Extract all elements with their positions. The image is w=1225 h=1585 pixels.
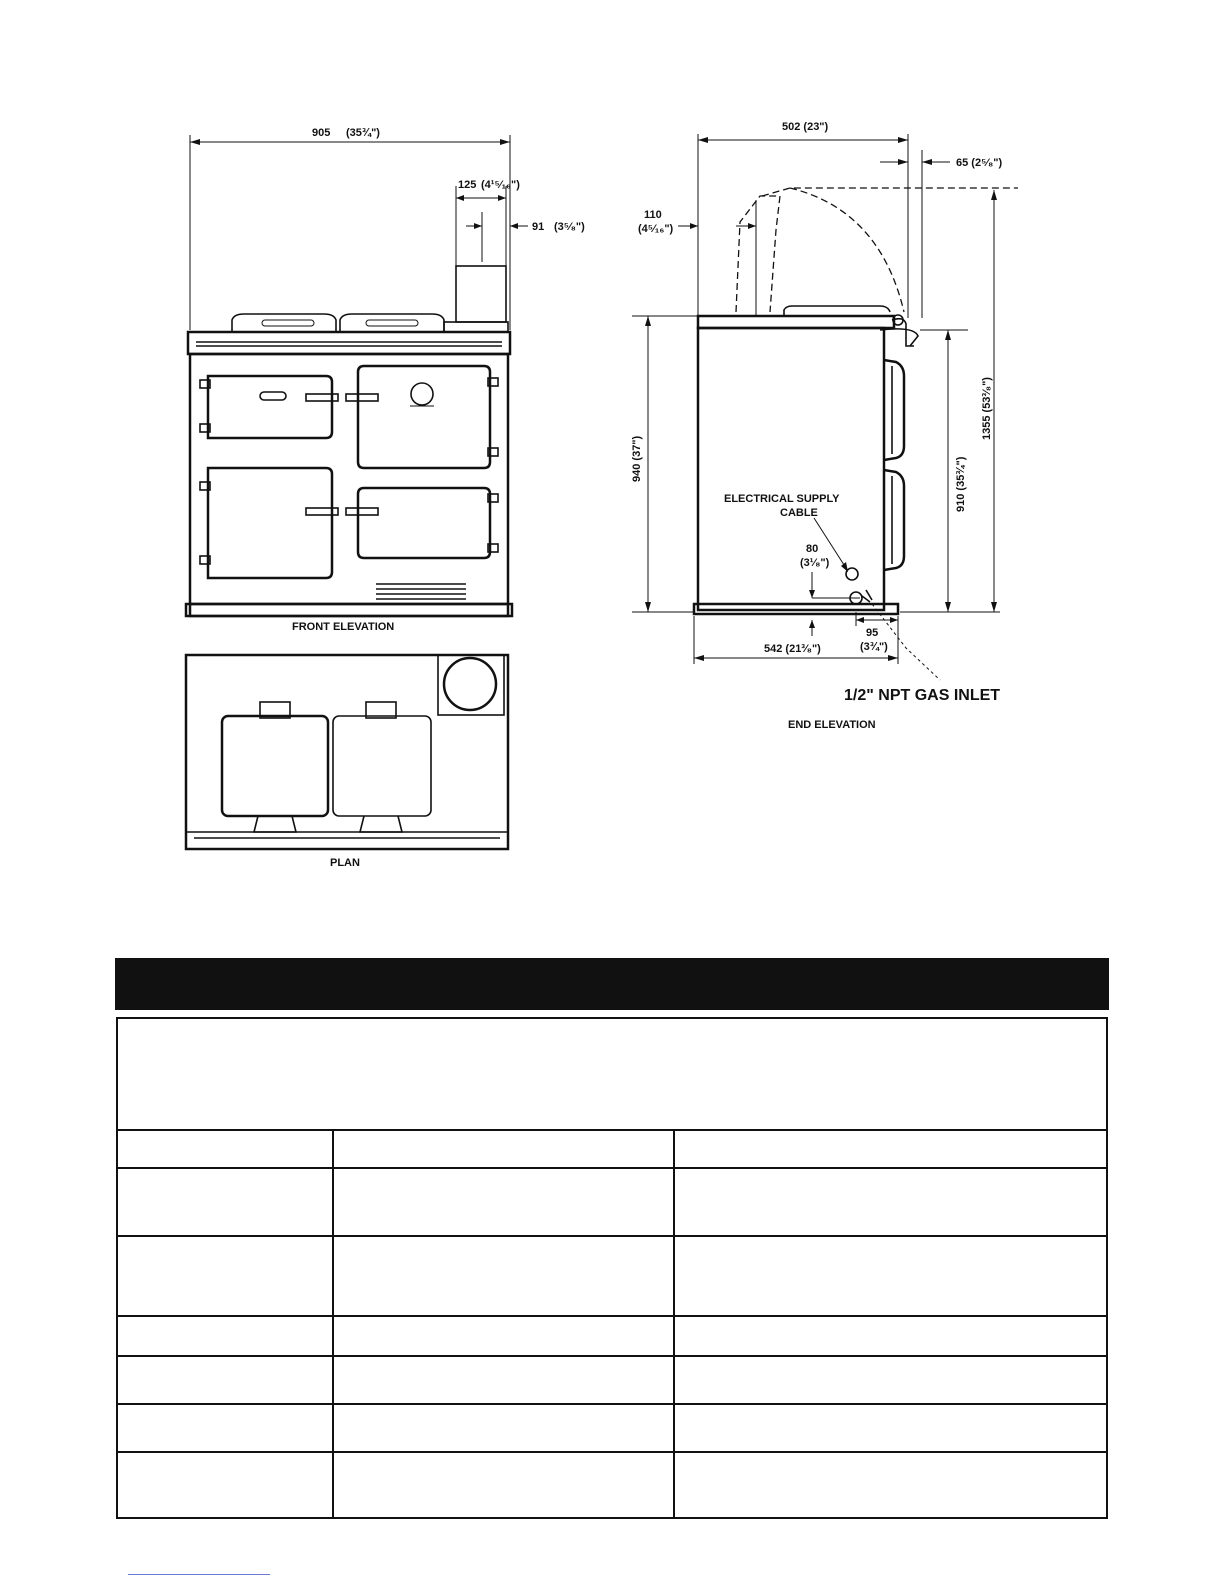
- cable-label-1: ELECTRICAL SUPPLY: [724, 493, 840, 505]
- flue-side-in: (3⁵⁄₈"): [554, 221, 585, 233]
- table-row: [118, 1131, 1106, 1169]
- flue-offset-mm: 125: [458, 179, 477, 191]
- inlet-height-in: (3¹⁄₈"): [800, 557, 830, 569]
- inlet-height-mm: 80: [806, 543, 819, 555]
- lid-offset-in: (4⁵⁄₁₆"): [638, 223, 674, 235]
- table-row: [118, 1237, 1106, 1317]
- plan-view: [186, 655, 508, 869]
- cable-label-2: CABLE: [780, 507, 818, 519]
- table-header-row: [118, 1019, 1106, 1131]
- table-row: [118, 1357, 1106, 1405]
- end-elevation-label: END ELEVATION: [788, 719, 876, 731]
- table-row: [118, 1169, 1106, 1237]
- flue-side-mm: 91: [532, 221, 545, 233]
- table-row: [118, 1453, 1106, 1517]
- flue-offset-in: (4¹⁵⁄₁₆"): [481, 179, 520, 191]
- front-width-mm: 905: [312, 127, 331, 139]
- footer-link-rule: [128, 1574, 270, 1575]
- spec-table: [116, 1017, 1108, 1519]
- table-row: [118, 1317, 1106, 1357]
- front-elevation: [186, 127, 585, 633]
- inlet-side-in: (3¾"): [860, 641, 888, 653]
- height-910: 910 (35¾"): [955, 456, 967, 512]
- height-940: 940 (37"): [631, 435, 643, 482]
- column-divider: [332, 1131, 334, 1517]
- inlet-side-mm: 95: [866, 627, 879, 639]
- lid-offset-mm: 110: [644, 209, 662, 221]
- end-depth-502: 502 (23"): [782, 121, 829, 133]
- section-header-band: [115, 958, 1109, 1010]
- column-divider: [673, 1131, 675, 1517]
- front-elevation-label: FRONT ELEVATION: [292, 621, 395, 633]
- height-1355: 1355 (53³⁄₈"): [981, 377, 993, 440]
- plan-label: PLAN: [330, 857, 360, 869]
- gas-inlet-label: 1/2" NPT GAS INLET: [844, 687, 1001, 704]
- end-elevation: [631, 121, 1018, 731]
- rear-clearance-65: 65 (2⁵⁄₈"): [956, 157, 1003, 169]
- front-width-in: (35¾"): [346, 127, 380, 139]
- base-depth-542: 542 (21³⁄₈"): [764, 643, 821, 655]
- table-row: [118, 1405, 1106, 1453]
